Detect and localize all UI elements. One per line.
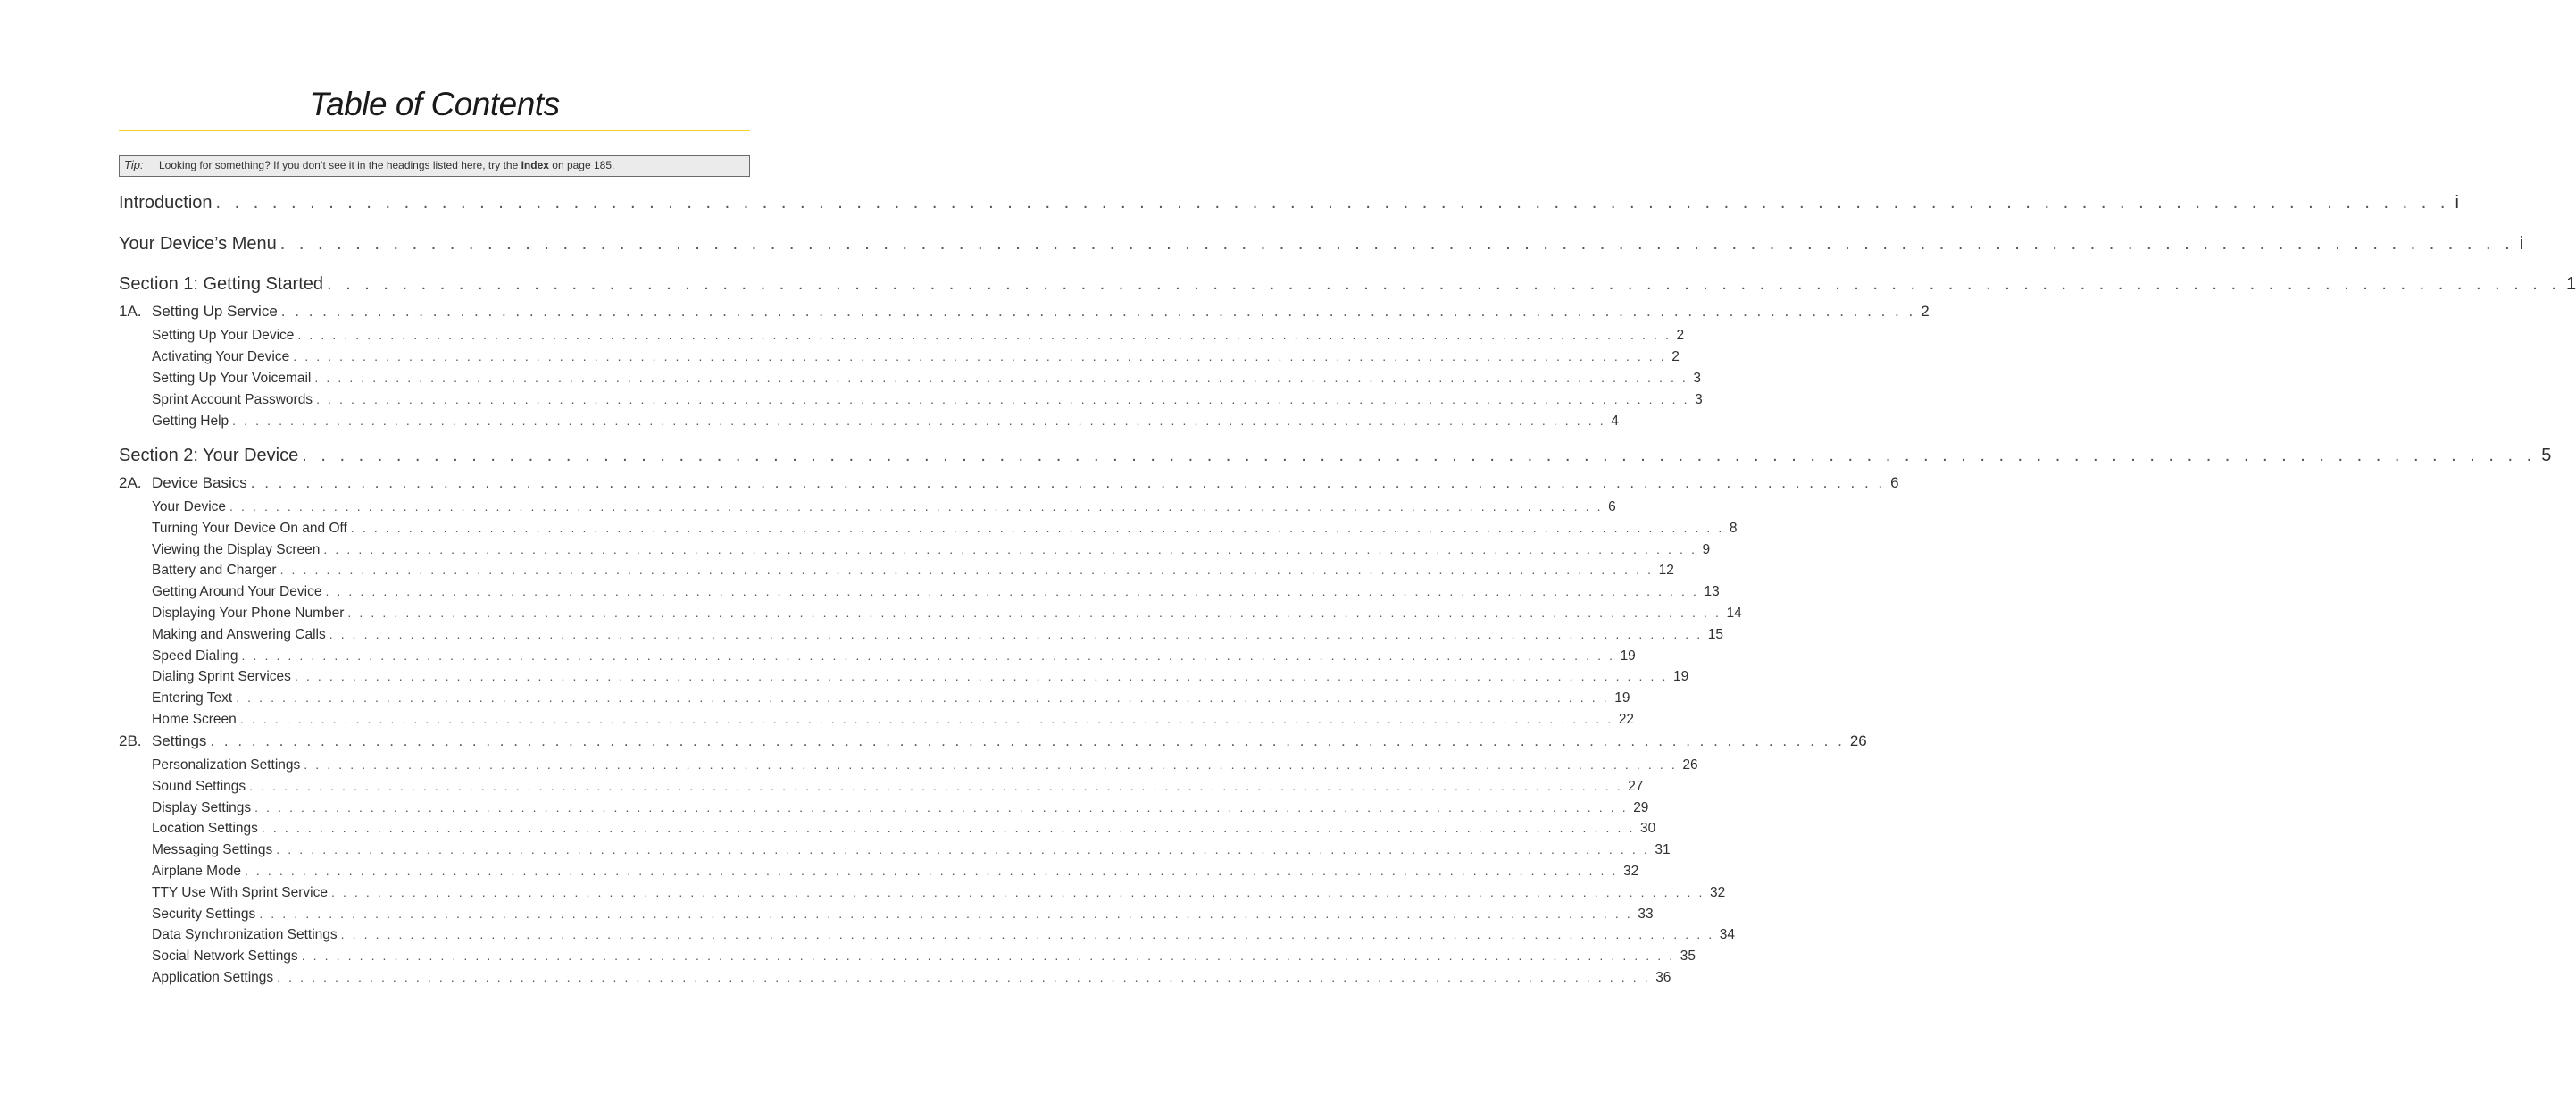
- chapter-title: Settings: [152, 732, 207, 749]
- entry-page: 4: [1611, 414, 1619, 429]
- entry-label: Viewing the Display Screen: [152, 541, 321, 557]
- entry-label: TTY Use With Sprint Service: [152, 884, 328, 900]
- section-page: 1: [2565, 274, 2576, 294]
- toc-entry[interactable]: [152, 799, 1649, 816]
- leader-dots: . . . . . . . . . . . . . . . . . . . . . . . . . . . . . . . . . . . . . . . . . . . . . . . . . . . . . . . . . . . . . . . . . . . . . . . . . . . . . . . . . . . . . . . . . . . . . . . . . . . . . . . . . . . . . . . . . . . . . . .: [325, 584, 1699, 599]
- entry-page: 34: [1719, 927, 1735, 943]
- toc-entry[interactable]: [152, 712, 1635, 728]
- leader-dots: . . . . . . . . . . . . . . . . . . . . . . . . . . . . . . . . . . . . . . . . . . . . . . . . . . . . . . . . . . . . . . . . . . . . . . . . . . . . . . . . . . . . . . . . . . . . . . . . . . . . . . . . . . . . . . . . . . . . . . .: [350, 520, 1724, 535]
- entry-label: Application Settings: [152, 970, 274, 985]
- entry-label: Turning Your Device On and Off: [152, 520, 347, 536]
- entry-label: Displaying Your Phone Number: [152, 606, 345, 621]
- toc-entry[interactable]: [152, 349, 1680, 365]
- section-label: Section 1: Getting Started: [119, 274, 324, 294]
- leader-dots: . . . . . . . . . . . . . . . . . . . . . . . . . . . . . . . . . . . . . . . . . . . . . . . . . . . . . . . . . . . . . . . . . . . . . . . . . . . . . . . . . . . . . . . . . . . . . . . . . . . . . . . . . . . . . . . . . . . . . . .: [301, 948, 1675, 964]
- toc-entry[interactable]: [152, 970, 1671, 986]
- leader-dots: . . . . . . . . . . . . . . . . . . . . . . . . . . . . . . . . . . . . . . . . . . . . . . . . . . . . . . . . . . . . . . . . . . . . . . . . . . . . . . . . . . . . . . . . . . . . . . . . . . . . . . . . . . . . . . . . . . . . . . .: [215, 193, 2450, 213]
- entry-page: 15: [1707, 626, 1724, 642]
- chapter-number: 2A.: [119, 474, 142, 491]
- chapter-title: Device Basics: [152, 474, 247, 491]
- entry-page: 31: [1655, 842, 1671, 858]
- entry-page: 19: [1614, 690, 1630, 706]
- chapter-title: Setting Up Service: [152, 303, 278, 320]
- entry-page: 2: [1671, 349, 1680, 364]
- leader-dots: . . . . . . . . . . . . . . . . . . . . . . . . . . . . . . . . . . . . . . . . . . . . . . . . . . . . . . . . . . . . . . . . . . . . . . . . . . . . . . . . . . . . . . . . . . . . . . . . . . . . . . . . . . . . . . . . . . . . . . .: [297, 328, 1671, 342]
- chapter-page: 26: [1849, 732, 1867, 749]
- entry-label: Entering Text: [152, 690, 233, 706]
- entry-page: 12: [1658, 563, 1674, 579]
- entry-label: Data Synchronization Settings: [152, 927, 338, 943]
- entry-page: 8: [1729, 520, 1738, 536]
- leader-dots: . . . . . . . . . . . . . . . . . . . . . . . . . . . . . . . . . . . . . . . . . . . . . . . . . . . . . . . . . . . . . . . . . . . . . . . . . . . . . . . . . . . . . . . . . . . . . . . . . . . . . . . . . . . . . . . . . . . . . . .: [279, 563, 1654, 578]
- entry-page: 14: [1726, 606, 1742, 621]
- toc-entry[interactable]: [152, 821, 1656, 837]
- entry-page: 2: [1676, 328, 1685, 343]
- leader-dots: . . . . . . . . . . . . . . . . . . . . . . . . . . . . . . . . . . . . . . . . . . . . . . . . . . . . . . . . . . . . . . . . . . . . . . . . . . . . . . . . . . . . . . . . . . . . . . . . . . . . . . . . . . . . . . . . . . . . . . .: [316, 392, 1690, 406]
- toc-entry[interactable]: [152, 499, 1616, 515]
- entry-label: Your Device: [152, 499, 227, 514]
- leader-dots: . . . . . . . . . . . . . . . . . . . . . . . . . . . . . . . . . . . . . . . . . . . . . . . . . . . . . . . . . . . . . . . . . . . . . . . . . . . . . . . . . . . . . . . . . . . . . . . . . . . . . . . . . . . . . . . . . . . . . . .: [280, 303, 1916, 320]
- toc-entry[interactable]: [152, 884, 1726, 901]
- toc-entry[interactable]: [152, 757, 1698, 773]
- toc-entry-introduction[interactable]: [119, 193, 2459, 213]
- entry-label: Sprint Account Passwords: [152, 392, 313, 407]
- toc-chapter-1a[interactable]: [119, 303, 1930, 321]
- toc-section-2[interactable]: [119, 446, 2552, 466]
- toc-section-1[interactable]: [119, 274, 2576, 295]
- tip-text-after: on page 185.: [548, 159, 615, 171]
- entry-page: 6: [1608, 499, 1616, 514]
- leader-dots: . . . . . . . . . . . . . . . . . . . . . . . . . . . . . . . . . . . . . . . . . . . . . . . . . . . . . . . . . . . . . . . . . . . . . . . . . . . . . . . . . . . . . . . . . . . . . . . . . . . . . . . . . . . . . . . . . . . . . . .: [330, 884, 1705, 899]
- leader-dots: . . . . . . . . . . . . . . . . . . . . . . . . . . . . . . . . . . . . . . . . . . . . . . . . . . . . . . . . . . . . . . . . . . . . . . . . . . . . . . . . . . . . . . . . . . . . . . . . . . . . . . . . . . . . . . . . . . . . . . .: [340, 927, 1714, 942]
- entry-label: Airplane Mode: [152, 864, 241, 879]
- leader-dots: . . . . . . . . . . . . . . . . . . . . . . . . . . . . . . . . . . . . . . . . . . . . . . . . . . . . . . . . . . . . . . . . . . . . . . . . . . . . . . . . . . . . . . . . . . . . . . . . . . . . . . . . . . . . . . . . . . . . . . .: [249, 778, 1623, 793]
- chapter-number: 2B.: [119, 732, 142, 749]
- leader-dots: . . . . . . . . . . . . . . . . . . . . . . . . . . . . . . . . . . . . . . . . . . . . . . . . . . . . . . . . . . . . . . . . . . . . . . . . . . . . . . . . . . . . . . . . . . . . . . . . . . . . . . . . . . . . . . . . . . . . . . .: [241, 648, 1615, 663]
- entry-label: Social Network Settings: [152, 948, 298, 965]
- toc-entry[interactable]: [152, 563, 1674, 579]
- toc-entry[interactable]: [152, 648, 1636, 664]
- title-rule: [119, 130, 750, 131]
- entry-page: 29: [1633, 799, 1649, 815]
- toc-chapter-2b[interactable]: [119, 732, 1867, 750]
- entry-page: 3: [1695, 392, 1703, 407]
- leader-dots: . . . . . . . . . . . . . . . . . . . . . . . . . . . . . . . . . . . . . . . . . . . . . . . . . . . . . . . . . . . . . . . . . . . . . . . . . . . . . . . . . . . . . . . . . . . . . . . . . . . . . . . . . . . . . . . . . . . . . . .: [259, 906, 1633, 921]
- entry-label: Messaging Settings: [152, 842, 273, 858]
- tip-label: Tip:: [124, 158, 144, 171]
- leader-dots: . . . . . . . . . . . . . . . . . . . . . . . . . . . . . . . . . . . . . . . . . . . . . . . . . . . . . . . . . . . . . . . . . . . . . . . . . . . . . . . . . . . . . . . . . . . . . . . . . . . . . . . . . . . . . . . . . . . . . . .: [261, 821, 1635, 836]
- leader-dots: . . . . . . . . . . . . . . . . . . . . . . . . . . . . . . . . . . . . . . . . . . . . . . . . . . . . . . . . . . . . . . . . . . . . . . . . . . . . . . . . . . . . . . . . . . . . . . . . . . . . . . . . . . . . . . . . . . . . . . .: [304, 757, 1678, 772]
- entry-page: 32: [1623, 864, 1639, 879]
- leader-dots: . . . . . . . . . . . . . . . . . . . . . . . . . . . . . . . . . . . . . . . . . . . . . . . . . . . . . . . . . . . . . . . . . . . . . . . . . . . . . . . . . . . . . . . . . . . . . . . . . . . . . . . . . . . . . . . . . . . . . . .: [244, 864, 1618, 878]
- leader-dots: . . . . . . . . . . . . . . . . . . . . . . . . . . . . . . . . . . . . . . . . . . . . . . . . . . . . . . . . . . . . . . . . . . . . . . . . . . . . . . . . . . . . . . . . . . . . . . . . . . . . . . . . . . . . . . . . . . . . . . .: [302, 446, 2537, 465]
- entry-label: Personalization Settings: [152, 757, 301, 773]
- leader-dots: . . . . . . . . . . . . . . . . . . . . . . . . . . . . . . . . . . . . . . . . . . . . . . . . . . . . . . . . . . . . . . . . . . . . . . . . . . . . . . . . . . . . . . . . . . . . . . . . . . . . . . . . . . . . . . . . . . . . . . .: [279, 234, 2514, 254]
- leader-dots: . . . . . . . . . . . . . . . . . . . . . . . . . . . . . . . . . . . . . . . . . . . . . . . . . . . . . . . . . . . . . . . . . . . . . . . . . . . . . . . . . . . . . . . . . . . . . . . . . . . . . . . . . . . . . . . . . . . . . . .: [347, 606, 1722, 620]
- toc-entry[interactable]: [152, 864, 1639, 880]
- leader-dots: . . . . . . . . . . . . . . . . . . . . . . . . . . . . . . . . . . . . . . . . . . . . . . . . . . . . . . . . . . . . . . . . . . . . . . . . . . . . . . . . . . . . . . . . . . . . . . . . . . . . . . . . . . . . . . . . . . . . . . .: [314, 371, 1688, 385]
- toc-entry[interactable]: [152, 778, 1644, 795]
- tip-text-before: Looking for something? If you don’t see it in the headings listed here, try the: [159, 159, 521, 171]
- entry-page: 26: [1682, 757, 1698, 773]
- entry-page: 19: [1620, 648, 1636, 664]
- tip-box: [119, 155, 750, 177]
- chapter-label: [119, 732, 206, 750]
- toc-entry[interactable]: [152, 626, 1724, 643]
- entry-page: 33: [1638, 906, 1654, 922]
- entry-page: 22: [1618, 712, 1635, 727]
- toc-entry[interactable]: [152, 541, 1711, 558]
- entry-page: 35: [1680, 948, 1696, 965]
- leader-dots: . . . . . . . . . . . . . . . . . . . . . . . . . . . . . . . . . . . . . . . . . . . . . . . . . . . . . . . . . . . . . . . . . . . . . . . . . . . . . . . . . . . . . . . . . . . . . . . . . . . . . . . . . . . . . . . . . . . . . . .: [239, 712, 1613, 726]
- toc-entry[interactable]: [152, 328, 1685, 344]
- entry-label: Getting Around Your Device: [152, 584, 322, 600]
- entry-page: 30: [1639, 821, 1656, 837]
- leader-dots: . . . . . . . . . . . . . . . . . . . . . . . . . . . . . . . . . . . . . . . . . . . . . . . . . . . . . . . . . . . . . . . . . . . . . . . . . . . . . . . . . . . . . . . . . . . . . . . . . . . . . . . . . . . . . . . . . . . . . . .: [329, 626, 1703, 641]
- entry-label: Location Settings: [152, 821, 258, 837]
- toc-entry[interactable]: [152, 927, 1735, 943]
- toc-entry[interactable]: [152, 690, 1630, 706]
- entry-label: Getting Help: [152, 414, 229, 429]
- toc-entry[interactable]: [152, 606, 1742, 622]
- entry-page: 13: [1704, 584, 1720, 600]
- chapter-page: 2: [1921, 303, 1930, 320]
- leader-dots: . . . . . . . . . . . . . . . . . . . . . . . . . . . . . . . . . . . . . . . . . . . . . . . . . . . . . . . . . . . . . . . . . . . . . . . . . . . . . . . . . . . . . . . . . . . . . . . . . . . . . . . . . . . . . . . . . . . . . . .: [210, 732, 1845, 749]
- leader-dots: . . . . . . . . . . . . . . . . . . . . . . . . . . . . . . . . . . . . . . . . . . . . . . . . . . . . . . . . . . . . . . . . . . . . . . . . . . . . . . . . . . . . . . . . . . . . . . . . . . . . . . . . . . . . . . . . . . . . . . .: [277, 970, 1651, 984]
- entry-label: Security Settings: [152, 906, 256, 922]
- chapter-page: 6: [1890, 474, 1899, 491]
- entry-label: Dialing Sprint Services: [152, 669, 291, 685]
- leader-dots: . . . . . . . . . . . . . . . . . . . . . . . . . . . . . . . . . . . . . . . . . . . . . . . . . . . . . . . . . . . . . . . . . . . . . . . . . . . . . . . . . . . . . . . . . . . . . . . . . . . . . . . . . . . . . . . . . . . . . . .: [276, 842, 1650, 857]
- toc-entry[interactable]: [152, 948, 1696, 965]
- entry-label: Making and Answering Calls: [152, 626, 326, 642]
- leader-dots: . . . . . . . . . . . . . . . . . . . . . . . . . . . . . . . . . . . . . . . . . . . . . . . . . . . . . . . . . . . . . . . . . . . . . . . . . . . . . . . . . . . . . . . . . . . . . . . . . . . . . . . . . . . . . . . . . . . . . . .: [323, 541, 1697, 556]
- entry-page: 27: [1628, 778, 1644, 794]
- toc-chapter-2a[interactable]: [119, 474, 1899, 492]
- chapter-label: [119, 303, 278, 321]
- entry-label: Setting Up Your Device: [152, 328, 295, 343]
- toc-entry-menu[interactable]: [119, 234, 2524, 255]
- toc-entry[interactable]: [152, 906, 1654, 923]
- entry-page: i: [2519, 234, 2524, 254]
- entry-page: 3: [1693, 371, 1702, 386]
- toc-entry[interactable]: [152, 520, 1738, 537]
- leader-dots: . . . . . . . . . . . . . . . . . . . . . . . . . . . . . . . . . . . . . . . . . . . . . . . . . . . . . . . . . . . . . . . . . . . . . . . . . . . . . . . . . . . . . . . . . . . . . . . . . . . . . . . . . . . . . . . . . . . . . . .: [232, 414, 1606, 428]
- leader-dots: . . . . . . . . . . . . . . . . . . . . . . . . . . . . . . . . . . . . . . . . . . . . . . . . . . . . . . . . . . . . . . . . . . . . . . . . . . . . . . . . . . . . . . . . . . . . . . . . . . . . . . . . . . . . . . . . . . . . . . .: [327, 274, 2561, 294]
- entry-page: i: [2455, 193, 2459, 213]
- entry-page: 9: [1702, 541, 1711, 557]
- entry-label: Sound Settings: [152, 778, 246, 794]
- page-title: Table of Contents: [309, 86, 560, 122]
- entry-label: Home Screen: [152, 712, 237, 727]
- entry-label: Speed Dialing: [152, 648, 238, 664]
- section-label: Section 2: Your Device: [119, 446, 299, 465]
- entry-label: Activating Your Device: [152, 349, 290, 364]
- toc-entry[interactable]: [152, 414, 1619, 430]
- chapter-number: 1A.: [119, 303, 142, 320]
- leader-dots: . . . . . . . . . . . . . . . . . . . . . . . . . . . . . . . . . . . . . . . . . . . . . . . . . . . . . . . . . . . . . . . . . . . . . . . . . . . . . . . . . . . . . . . . . . . . . . . . . . . . . . . . . . . . . . . . . . . . . . .: [250, 474, 1886, 491]
- entry-page: 36: [1655, 970, 1671, 985]
- entry-label: Introduction: [119, 193, 213, 213]
- leader-dots: . . . . . . . . . . . . . . . . . . . . . . . . . . . . . . . . . . . . . . . . . . . . . . . . . . . . . . . . . . . . . . . . . . . . . . . . . . . . . . . . . . . . . . . . . . . . . . . . . . . . . . . . . . . . . . . . . . . . . . .: [293, 349, 1667, 363]
- entry-page: 32: [1710, 884, 1726, 900]
- toc-entry[interactable]: [152, 669, 1689, 685]
- leader-dots: . . . . . . . . . . . . . . . . . . . . . . . . . . . . . . . . . . . . . . . . . . . . . . . . . . . . . . . . . . . . . . . . . . . . . . . . . . . . . . . . . . . . . . . . . . . . . . . . . . . . . . . . . . . . . . . . . . . . . . .: [294, 669, 1668, 684]
- toc-entry[interactable]: [152, 392, 1703, 408]
- section-page: 5: [2541, 446, 2552, 465]
- leader-dots: . . . . . . . . . . . . . . . . . . . . . . . . . . . . . . . . . . . . . . . . . . . . . . . . . . . . . . . . . . . . . . . . . . . . . . . . . . . . . . . . . . . . . . . . . . . . . . . . . . . . . . . . . . . . . . . . . . . . . . .: [236, 690, 1610, 706]
- entry-page: 19: [1672, 669, 1689, 685]
- leader-dots: . . . . . . . . . . . . . . . . . . . . . . . . . . . . . . . . . . . . . . . . . . . . . . . . . . . . . . . . . . . . . . . . . . . . . . . . . . . . . . . . . . . . . . . . . . . . . . . . . . . . . . . . . . . . . . . . . . . . . . .: [229, 499, 1604, 514]
- toc-entry[interactable]: [152, 584, 1720, 600]
- leader-dots: . . . . . . . . . . . . . . . . . . . . . . . . . . . . . . . . . . . . . . . . . . . . . . . . . . . . . . . . . . . . . . . . . . . . . . . . . . . . . . . . . . . . . . . . . . . . . . . . . . . . . . . . . . . . . . . . . . . . . . .: [254, 799, 1629, 815]
- entry-label: Display Settings: [152, 799, 252, 815]
- toc-entry[interactable]: [152, 371, 1702, 387]
- entry-label: Setting Up Your Voicemail: [152, 371, 312, 386]
- tip-index-link[interactable]: Index: [521, 159, 549, 171]
- entry-label: Battery and Charger: [152, 563, 277, 579]
- entry-label: Your Device’s Menu: [119, 234, 277, 254]
- chapter-label: [119, 474, 247, 492]
- tip-text: [159, 156, 614, 174]
- toc-entry[interactable]: [152, 842, 1671, 858]
